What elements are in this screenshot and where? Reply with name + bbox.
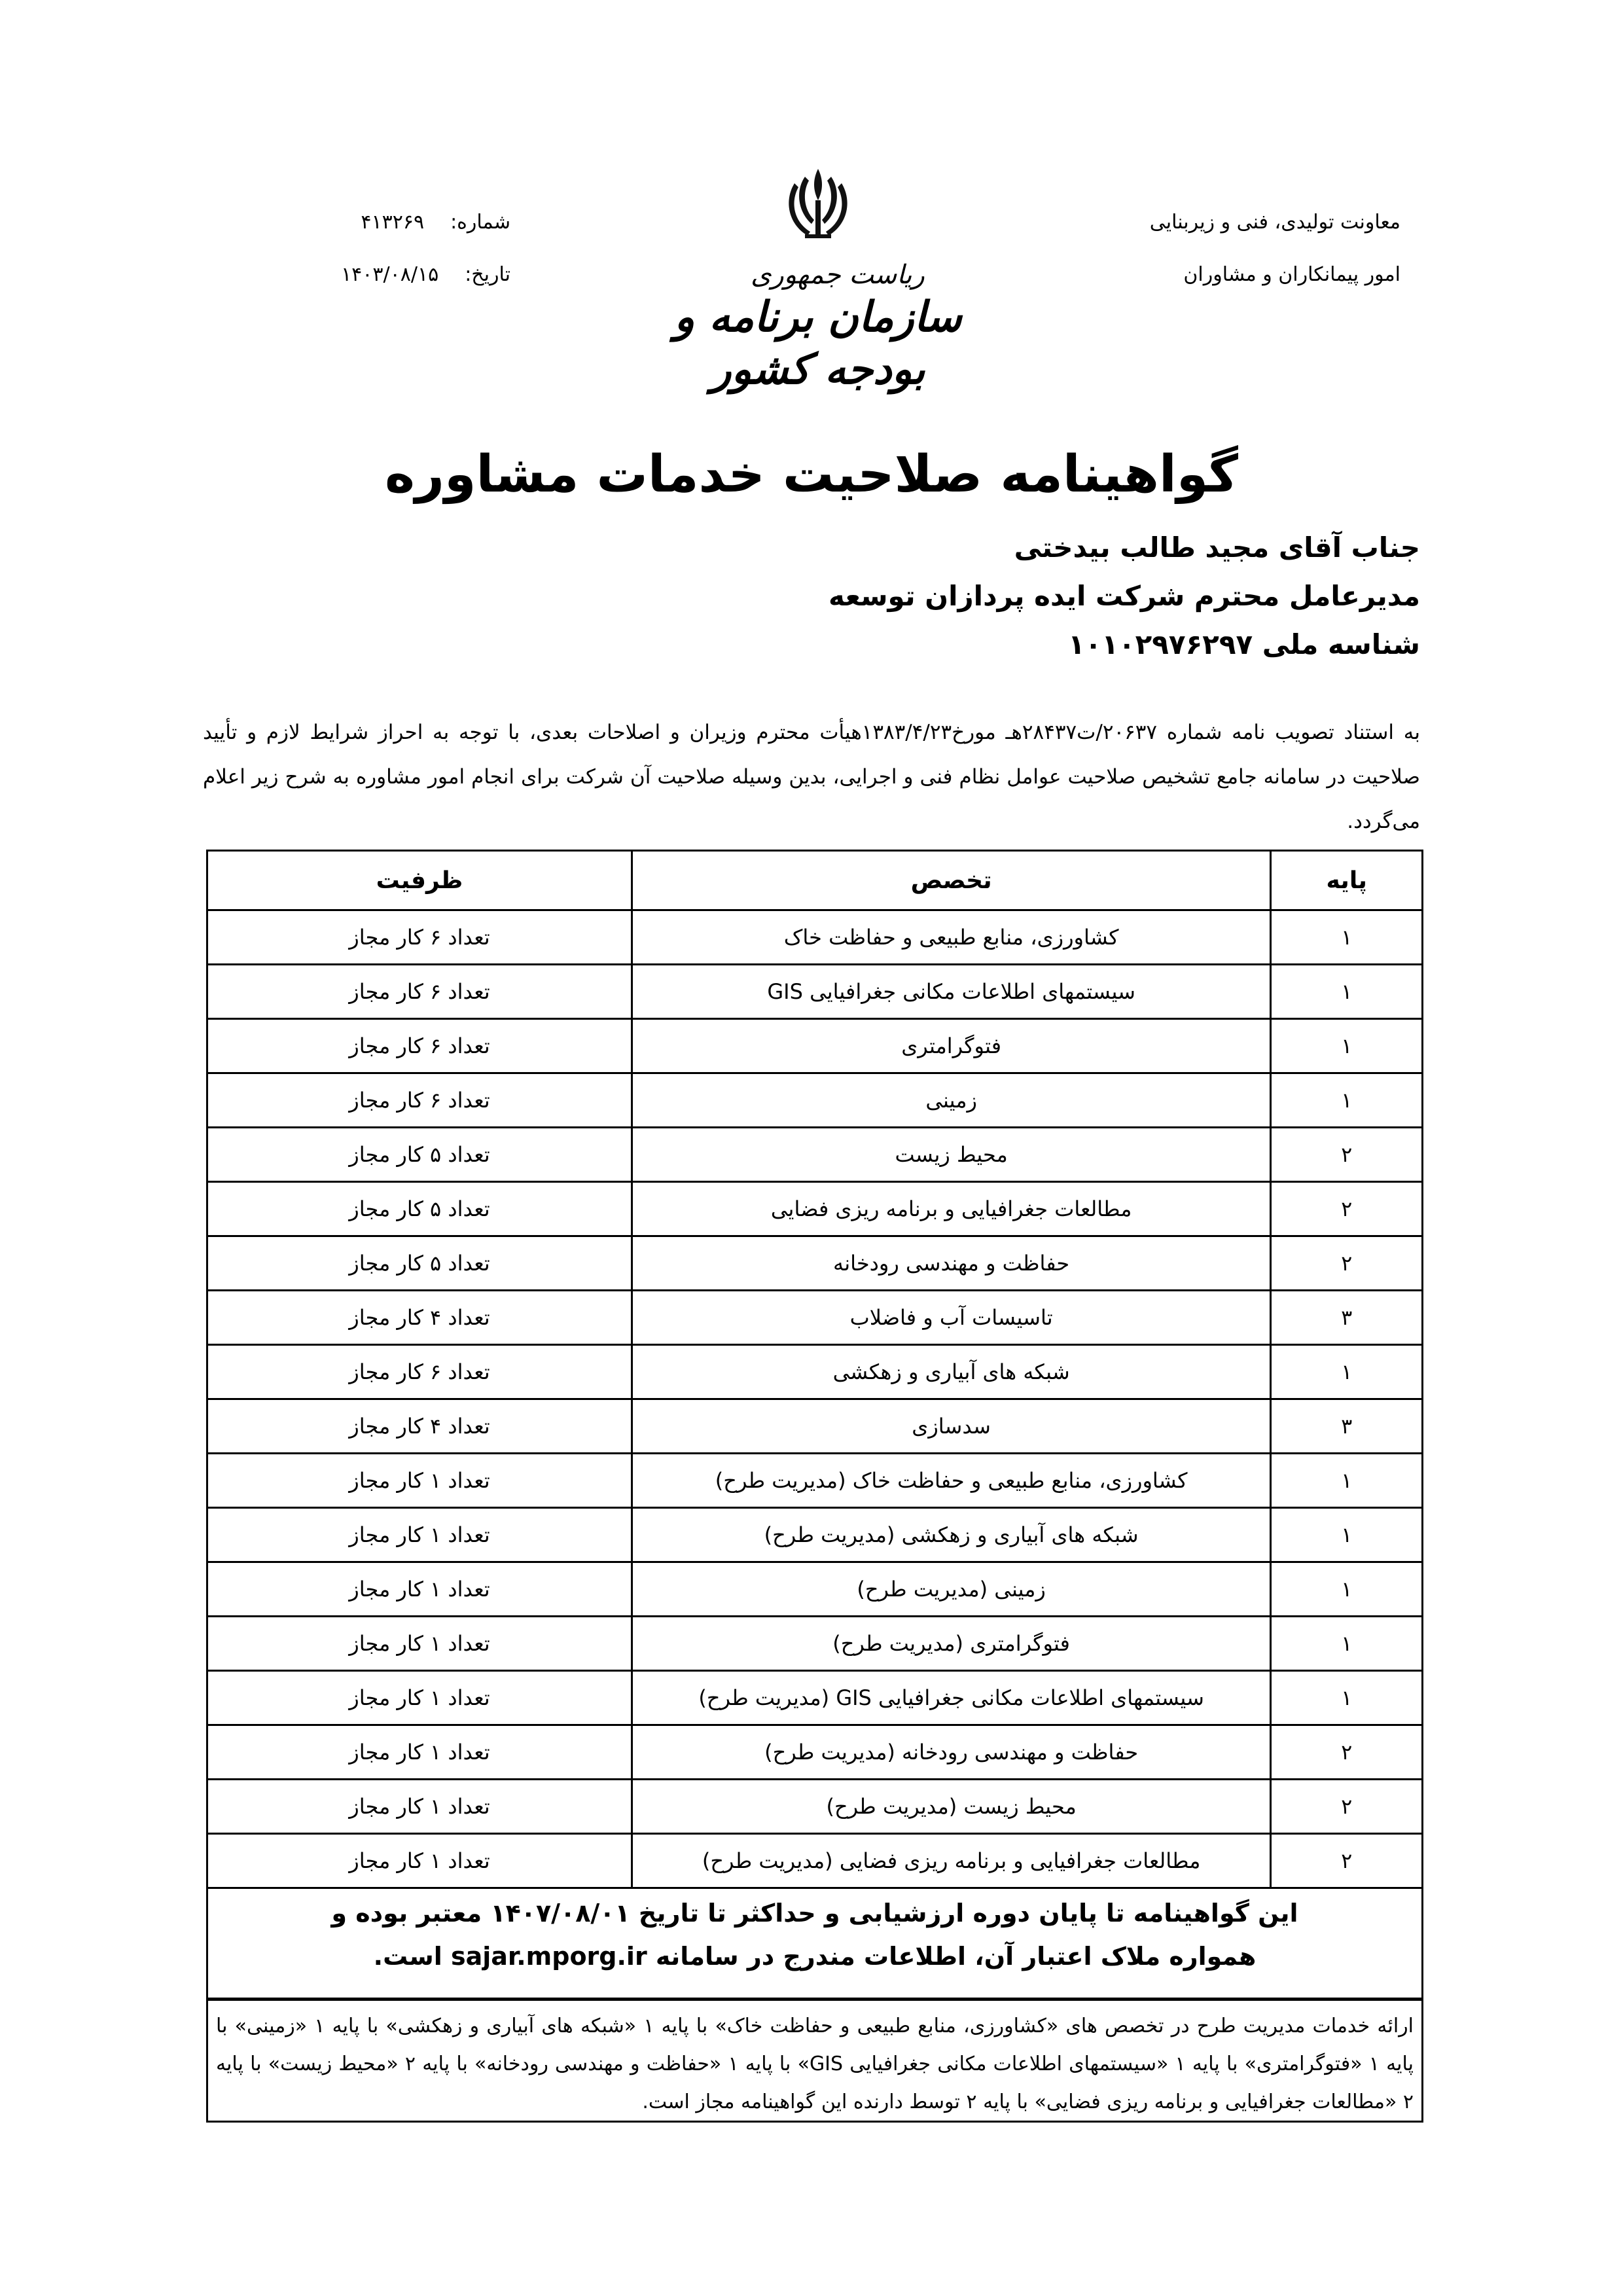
iran-emblem-icon: [648, 164, 988, 259]
cell-specialty: کشاورزی، منابع طبیعی و حفاظت خاک: [632, 910, 1270, 965]
cell-capacity: تعداد ۵ کار مجاز: [207, 1182, 632, 1236]
cell-base: ۱: [1271, 1671, 1423, 1725]
organization-name: سازمان برنامه و بودجه کشور: [674, 293, 962, 394]
table-row: [207, 1508, 1423, 1562]
cell-capacity: تعداد ۱ کار مجاز: [207, 1671, 632, 1725]
cell-base: ۱: [1271, 1562, 1423, 1617]
cell-base: ۲: [1271, 1236, 1423, 1291]
table-row: [207, 1399, 1423, 1454]
cell-base: ۲: [1271, 1834, 1423, 1888]
addressee-name: جناب آقای مجید طالب بیدختی: [1014, 531, 1420, 564]
intro-paragraph: به استناد تصویب نامه شماره ۲۰۶۳۷/ت۲۸۴۳۷هـ مورخ۱۳۸۳/۴/۲۳هیأت محترم وزیران و اصلاحات بعدی، با توجه به احراز شرایط لازم و تأیید صلاحیت در سامانه جامع تشخیص صلاحیت عوامل نظام فنی و اجرایی، بدین وسیله صلاحیت آن شرکت برای انجام امور مشاوره به شرح زیر اعلام می‌گردد.: [203, 721, 1421, 833]
header-specialty: تخصص: [632, 851, 1270, 910]
cell-base: ۱: [1271, 1345, 1423, 1399]
cell-capacity: تعداد ۵ کار مجاز: [207, 1128, 632, 1182]
cell-base: ۱: [1271, 1508, 1423, 1562]
cell-specialty: زمینی (مدیریت طرح): [632, 1562, 1270, 1617]
cell-specialty: حفاظت و مهندسی رودخانه: [632, 1236, 1270, 1291]
cell-specialty: شبکه های آبیاری و زهکشی (مدیریت طرح): [632, 1508, 1270, 1562]
date-label: تاریخ:: [465, 263, 510, 286]
organization-logo: [648, 164, 988, 394]
table-row: [207, 1291, 1423, 1345]
cell-capacity: تعداد ۴ کار مجاز: [207, 1291, 632, 1345]
cell-base: ۲: [1271, 1182, 1423, 1236]
cell-capacity: تعداد ۶ کار مجاز: [207, 1345, 632, 1399]
table-body: [207, 910, 1423, 1888]
cell-specialty: محیط زیست (مدیریت طرح): [632, 1780, 1270, 1834]
table-row: [207, 1073, 1423, 1128]
cell-specialty: تاسیسات آب و فاضلاب: [632, 1291, 1270, 1345]
cell-base: ۱: [1271, 1617, 1423, 1671]
certificate-title: گواهینامه صلاحیت خدمات مشاوره: [385, 445, 1238, 504]
cell-base: ۱: [1271, 1073, 1423, 1128]
cell-base: ۱: [1271, 965, 1423, 1019]
cell-capacity: تعداد ۱ کار مجاز: [207, 1617, 632, 1671]
date-value: ۱۴۰۳/۰۸/۱۵: [341, 263, 439, 286]
cell-capacity: تعداد ۱ کار مجاز: [207, 1508, 632, 1562]
cell-base: ۱: [1271, 1019, 1423, 1073]
letter-meta: [314, 196, 510, 301]
issuer-deputy: معاونت تولیدی، فنی و زیربنایی: [1149, 211, 1400, 234]
table-row: [207, 1345, 1423, 1399]
table-row: [207, 1128, 1423, 1182]
number-value: ۴۱۳۲۶۹: [361, 211, 425, 234]
cell-specialty: فتوگرامتری: [632, 1019, 1270, 1073]
header-base: پایه: [1271, 851, 1423, 910]
cell-base: ۱: [1271, 1454, 1423, 1508]
cell-capacity: تعداد ۵ کار مجاز: [207, 1236, 632, 1291]
cell-specialty: حفاظت و مهندسی رودخانه (مدیریت طرح): [632, 1725, 1270, 1780]
cell-specialty: سیستمهای اطلاعات مکانی جغرافیایی GIS (مدیریت طرح): [632, 1671, 1270, 1725]
cell-specialty: سیستمهای اطلاعات مکانی جغرافیایی GIS: [632, 965, 1270, 1019]
cell-capacity: تعداد ۶ کار مجاز: [207, 965, 632, 1019]
cell-specialty: فتوگرامتری (مدیریت طرح): [632, 1617, 1270, 1671]
cell-base: ۳: [1271, 1291, 1423, 1345]
cell-specialty: شبکه های آبیاری و زهکشی: [632, 1345, 1270, 1399]
table-row: [207, 910, 1423, 965]
table-row: [207, 1725, 1423, 1780]
cell-capacity: تعداد ۶ کار مجاز: [207, 1073, 632, 1128]
cell-specialty: سدسازی: [632, 1399, 1270, 1454]
national-id: شناسه ملی ۱۰۱۰۲۹۷۶۲۹۷: [1068, 628, 1420, 660]
cell-specialty: مطالعات جغرافیایی و برنامه ریزی فضایی: [632, 1182, 1270, 1236]
table-header-row: [207, 851, 1423, 910]
cell-capacity: تعداد ۱ کار مجاز: [207, 1725, 632, 1780]
issuer-block: [1008, 196, 1400, 301]
cell-capacity: تعداد ۶ کار مجاز: [207, 1019, 632, 1073]
cell-specialty: زمینی: [632, 1073, 1270, 1128]
table-row: [207, 1236, 1423, 1291]
number-label: شماره:: [450, 211, 510, 234]
footnote: ارائه خدمات مدیریت طرح در تخصص های «کشاورزی، منابع طبیعی و حفاظت خاک» با پایه ۱ «شبکه های آبیاری و زهکشی» با پایه ۱ «زمینی» با پایه ۱ «فتوگرامتری» با پایه ۱ «سیستمهای اطلاعات مکانی جغرافیایی GIS» با پایه ۱ «حفاظت و مهندسی رودخانه» با پایه ۲ «محیط زیست» با پایه ۲ «مطالعات جغرافیایی و برنامه ریزی فضایی» با پایه ۲ توسط دارنده این گواهینامه مجاز است.: [206, 2000, 1423, 2123]
cell-capacity: تعداد ۱ کار مجاز: [207, 1780, 632, 1834]
cell-capacity: تعداد ۱ کار مجاز: [207, 1454, 632, 1508]
qualification-table: [206, 850, 1423, 1889]
table-row: [207, 965, 1423, 1019]
table-row: [207, 1562, 1423, 1617]
table-row: [207, 1617, 1423, 1671]
presidency-label: ریاست جمهوری: [751, 260, 925, 290]
addressee-position: مدیرعامل محترم شرکت ایده پردازان توسعه: [829, 580, 1420, 612]
cell-specialty: مطالعات جغرافیایی و برنامه ریزی فضایی (مدیریت طرح): [632, 1834, 1270, 1888]
table-row: [207, 1182, 1423, 1236]
cell-specialty: محیط زیست: [632, 1128, 1270, 1182]
table-row: [207, 1019, 1423, 1073]
cell-base: ۱: [1271, 910, 1423, 965]
cell-capacity: تعداد ۶ کار مجاز: [207, 910, 632, 965]
cell-specialty: کشاورزی، منابع طبیعی و حفاظت خاک (مدیریت طرح): [632, 1454, 1270, 1508]
validity-line-1: این گواهینامه تا پایان دوره ارزشیابی و حداکثر تا تاریخ ۱۴۰۷/۰۸/۰۱ معتبر بوده و: [331, 1899, 1298, 1928]
letter-number-row: [314, 196, 510, 249]
cell-capacity: تعداد ۱ کار مجاز: [207, 1562, 632, 1617]
issuer-department: امور پیمانکاران و مشاوران: [1183, 263, 1400, 286]
cell-base: ۲: [1271, 1725, 1423, 1780]
cell-base: ۲: [1271, 1128, 1423, 1182]
table-row: [207, 1454, 1423, 1508]
cell-capacity: تعداد ۴ کار مجاز: [207, 1399, 632, 1454]
table-row: [207, 1780, 1423, 1834]
cell-base: ۳: [1271, 1399, 1423, 1454]
table-row: [207, 1671, 1423, 1725]
cell-capacity: تعداد ۱ کار مجاز: [207, 1834, 632, 1888]
addressee-block: [504, 524, 1420, 669]
validity-line-2: همواره ملاک اعتبار آن، اطلاعات مندرج در سامانه sajar.mporg.ir است.: [373, 1942, 1257, 1971]
validity-statement: [206, 1880, 1423, 2000]
cell-base: ۲: [1271, 1780, 1423, 1834]
header-capacity: ظرفیت: [207, 851, 632, 910]
letter-date-row: [314, 249, 510, 301]
